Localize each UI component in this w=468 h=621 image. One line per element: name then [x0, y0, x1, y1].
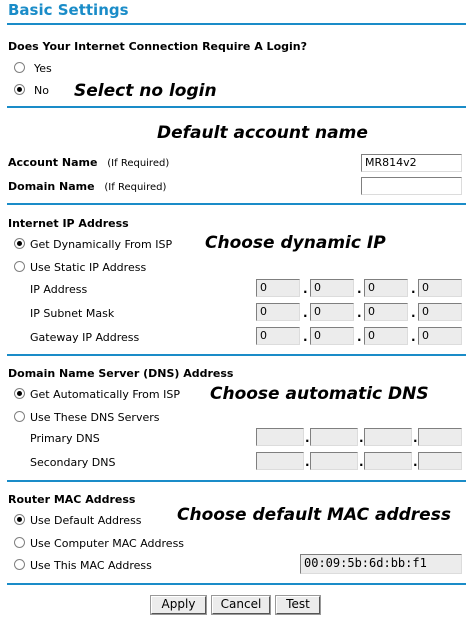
- ip-address-octet-1[interactable]: 0: [256, 279, 300, 297]
- dns-annotation: Choose automatic DNS: [210, 384, 429, 404]
- ip-address-octet-2[interactable]: 0: [310, 279, 354, 297]
- account-name-input[interactable]: MR814v2: [361, 154, 462, 172]
- login-yes-radio[interactable]: [14, 62, 25, 73]
- dns-divider: [7, 480, 466, 482]
- secondary-dns-octet-2[interactable]: [310, 452, 358, 470]
- apply-button[interactable]: Apply: [151, 596, 206, 614]
- mac-divider: [7, 583, 466, 585]
- gateway-octet-3[interactable]: 0: [364, 327, 408, 345]
- primary-dns-octet-3[interactable]: [364, 428, 412, 446]
- dns-heading: Domain Name Server (DNS) Address: [8, 367, 234, 380]
- octet-separator: .: [357, 282, 362, 296]
- octet-separator: .: [303, 306, 308, 320]
- mac-address-input[interactable]: 00:09:5b:6d:bb:f1: [300, 554, 462, 574]
- octet-separator: .: [413, 455, 418, 469]
- dns-auto-label: Get Automatically From ISP: [30, 388, 180, 401]
- ip-address-octet-3[interactable]: 0: [364, 279, 408, 297]
- ip-static-radio[interactable]: [14, 261, 25, 272]
- ip-static-label: Use Static IP Address: [30, 261, 147, 274]
- octet-separator: .: [413, 431, 418, 445]
- gateway-octet-4[interactable]: 0: [418, 327, 462, 345]
- subnet-mask-label: IP Subnet Mask: [30, 307, 115, 320]
- login-annotation: Select no login: [74, 81, 217, 101]
- dns-manual-radio[interactable]: [14, 411, 25, 422]
- secondary-dns-octet-1[interactable]: [256, 452, 304, 470]
- ip-address-octet-4[interactable]: 0: [418, 279, 462, 297]
- account-name-hint: (If Required): [107, 158, 170, 169]
- domain-name-label: Domain Name: [8, 180, 95, 193]
- subnet-mask-octet-1[interactable]: 0: [256, 303, 300, 321]
- subnet-mask-octet-3[interactable]: 0: [364, 303, 408, 321]
- octet-separator: .: [357, 306, 362, 320]
- primary-dns-octet-4[interactable]: [418, 428, 462, 446]
- mac-default-radio[interactable]: [14, 514, 25, 525]
- primary-dns-octet-1[interactable]: [256, 428, 304, 446]
- login-yes-label: Yes: [34, 62, 52, 75]
- secondary-dns-label: Secondary DNS: [30, 456, 116, 469]
- subnet-mask-octet-2[interactable]: 0: [310, 303, 354, 321]
- account-divider: [7, 203, 466, 205]
- octet-separator: .: [359, 431, 364, 445]
- ip-annotation: Choose dynamic IP: [205, 233, 386, 253]
- mac-default-label: Use Default Address: [30, 514, 142, 527]
- primary-dns-label: Primary DNS: [30, 432, 100, 445]
- gateway-label: Gateway IP Address: [30, 331, 140, 344]
- secondary-dns-octet-4[interactable]: [418, 452, 462, 470]
- octet-separator: .: [305, 455, 310, 469]
- ip-divider: [7, 354, 466, 356]
- mac-heading: Router MAC Address: [8, 493, 136, 506]
- account-name-label: Account Name: [8, 156, 98, 169]
- domain-name-row: [8, 180, 166, 193]
- octet-separator: .: [303, 330, 308, 344]
- mac-computer-label: Use Computer MAC Address: [30, 537, 185, 550]
- gateway-octet-2[interactable]: 0: [310, 327, 354, 345]
- mac-computer-radio[interactable]: [14, 537, 25, 548]
- octet-separator: .: [305, 431, 310, 445]
- login-no-radio[interactable]: [14, 84, 25, 95]
- dns-manual-label: Use These DNS Servers: [30, 411, 160, 424]
- mac-custom-radio[interactable]: [14, 559, 25, 570]
- gateway-octet-1[interactable]: 0: [256, 327, 300, 345]
- secondary-dns-octet-3[interactable]: [364, 452, 412, 470]
- octet-separator: .: [411, 330, 416, 344]
- ip-heading: Internet IP Address: [8, 217, 129, 230]
- account-annotation: Default account name: [157, 123, 368, 143]
- octet-separator: .: [303, 282, 308, 296]
- octet-separator: .: [357, 330, 362, 344]
- ip-dynamic-label: Get Dynamically From ISP: [30, 238, 173, 251]
- octet-separator: .: [359, 455, 364, 469]
- mac-custom-label: Use This MAC Address: [30, 559, 152, 572]
- domain-name-input[interactable]: [361, 177, 462, 195]
- login-question: Does Your Internet Connection Require A Login?: [8, 40, 307, 53]
- test-button[interactable]: Test: [276, 596, 320, 614]
- mac-annotation: Choose default MAC address: [177, 505, 451, 525]
- cancel-button[interactable]: Cancel: [212, 596, 270, 614]
- domain-name-hint: (If Required): [104, 182, 167, 193]
- subnet-mask-octet-4[interactable]: 0: [418, 303, 462, 321]
- account-name-row: [8, 156, 169, 169]
- octet-separator: .: [411, 282, 416, 296]
- page-title: Basic Settings: [8, 1, 129, 19]
- title-divider: [7, 23, 466, 25]
- octet-separator: .: [411, 306, 416, 320]
- dns-auto-radio[interactable]: [14, 388, 25, 399]
- login-divider: [7, 106, 466, 108]
- ip-dynamic-radio[interactable]: [14, 238, 25, 249]
- login-no-label: No: [34, 84, 49, 97]
- ip-address-label: IP Address: [30, 283, 88, 296]
- primary-dns-octet-2[interactable]: [310, 428, 358, 446]
